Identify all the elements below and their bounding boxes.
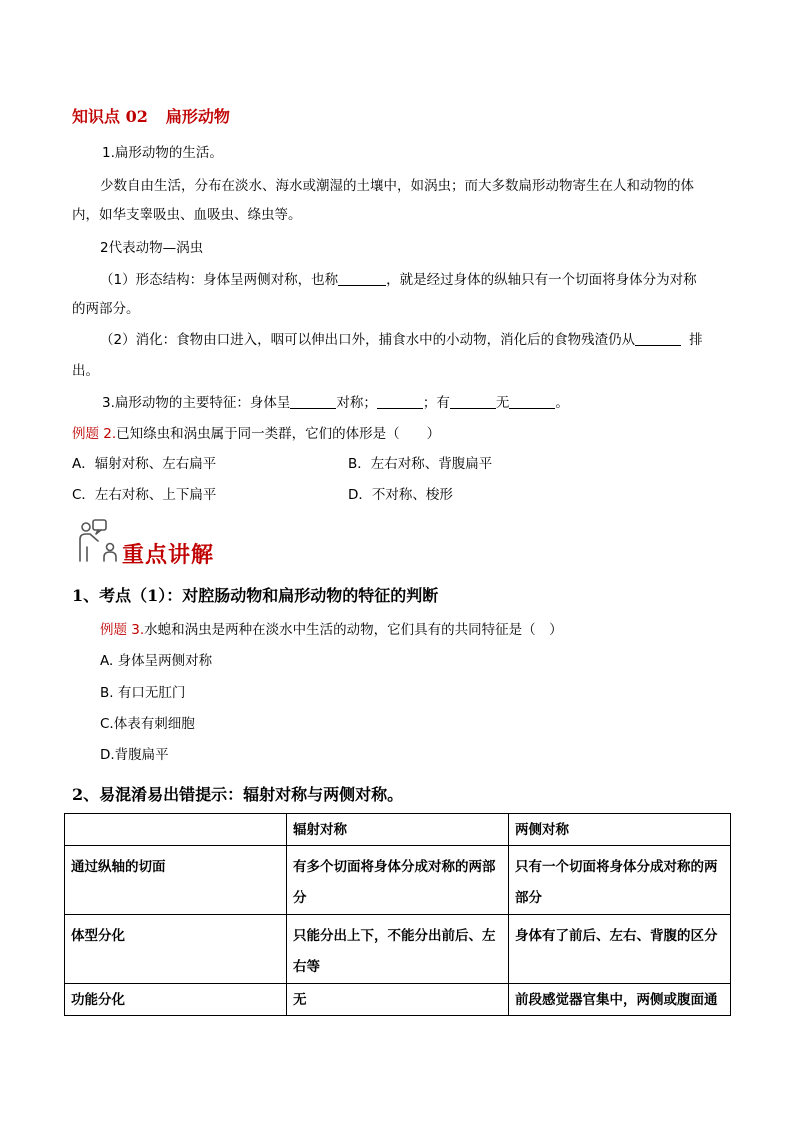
table-header-cell: 两侧对称 xyxy=(509,814,731,846)
s2-item1-line1: （1）形态结构：身体呈两侧对称，也称 ，就是经过身体的纵轴只有一个切面将身体分为对称 xyxy=(100,272,697,288)
section-heading: 重点讲解 xyxy=(122,542,215,568)
s2-item1-line2: 的两部分。 xyxy=(72,301,140,317)
s2-item2-line2: 出。 xyxy=(72,363,99,379)
example-2-option-d[interactable]: D．不对称、梭形 xyxy=(348,487,453,503)
example-3-question: 例题 3.水螅和涡虫是两种在淡水中生活的动物，它们具有的共同特征是（ ） xyxy=(100,622,563,638)
example-3-option-a[interactable]: A. 身体呈两侧对称 xyxy=(100,653,213,669)
example-3-option-c[interactable]: C.体表有刺细胞 xyxy=(100,716,195,732)
table-cell: 无 xyxy=(287,984,509,1016)
s1-line1: 少数自由生活，分布在淡水、海水或潮湿的土壤中，如涡虫；而大多数扁形动物寄生在人和动物的体 xyxy=(100,178,694,194)
fill-blank[interactable] xyxy=(338,271,386,286)
s2-item2-line1: （2）消化：食物由口进入，咽可以伸出口外，捕食水中的小动物，消化后的食物残渣仍从 排 xyxy=(100,332,703,348)
table-cell: 身体有了前后、左右、背腹的区分 xyxy=(509,915,731,984)
table-header-cell: 辐射对称 xyxy=(287,814,509,846)
s3-line: 3.扁形动物的主要特征：身体呈 对称； ；有 无 。 xyxy=(102,395,569,411)
table-row xyxy=(65,915,731,984)
table-row-header: 通过纵轴的切面 xyxy=(65,846,287,915)
table-header-cell xyxy=(65,814,287,846)
example-2-question: 例题 2.已知绦虫和涡虫属于同一类群，它们的体形是（ ） xyxy=(72,426,441,442)
example-2-option-b[interactable]: B．左右对称、背腹扁平 xyxy=(348,456,493,472)
example-3-label: 例题 3. xyxy=(100,622,145,638)
s1-title: 1.扁形动物的生活。 xyxy=(102,145,223,161)
s2-title: 2代表动物—涡虫 xyxy=(100,240,204,256)
example-3-option-d[interactable]: D.背腹扁平 xyxy=(100,747,169,763)
s1-line2: 内，如华支睾吸虫、血吸虫、绦虫等。 xyxy=(72,207,302,223)
example-2-label: 例题 2. xyxy=(72,426,117,442)
example-2-option-a[interactable]: A．辐射对称、左右扁平 xyxy=(72,456,217,472)
table-cell: 前段感觉器官集中，两侧或腹面通 xyxy=(509,984,731,1016)
knowledge-point-title xyxy=(72,104,230,127)
teacher-presentation-icon xyxy=(76,517,120,563)
table-row xyxy=(65,984,731,1016)
point-2-heading: 2、易混淆易出错提示：辐射对称与两侧对称。 xyxy=(72,785,404,804)
fill-blank[interactable] xyxy=(377,394,423,409)
table-cell: 只有一个切面将身体分成对称的两部分 xyxy=(509,846,731,915)
table-header-row xyxy=(65,814,731,846)
knowledge-point-label: 知识点 02 xyxy=(72,107,148,126)
example-2-option-c[interactable]: C．左右对称、上下扁平 xyxy=(72,487,217,503)
table-cell: 只能分出上下，不能分出前后、左右等 xyxy=(287,915,509,984)
symmetry-comparison-table xyxy=(64,813,731,1016)
fill-blank[interactable] xyxy=(290,394,336,409)
table-row-header: 体型分化 xyxy=(65,915,287,984)
fill-blank[interactable] xyxy=(509,394,555,409)
example-3-option-b[interactable]: B. 有口无肛门 xyxy=(100,685,186,701)
knowledge-point-topic: 扁形动物 xyxy=(165,107,230,126)
fill-blank[interactable] xyxy=(450,394,496,409)
table-row xyxy=(65,846,731,915)
point-1-heading: 1、考点（1）：对腔肠动物和扁形动物的特征的判断 xyxy=(72,586,439,605)
fill-blank[interactable] xyxy=(635,331,681,346)
table-row-header: 功能分化 xyxy=(65,984,287,1016)
table-cell: 有多个切面将身体分成对称的两部分 xyxy=(287,846,509,915)
